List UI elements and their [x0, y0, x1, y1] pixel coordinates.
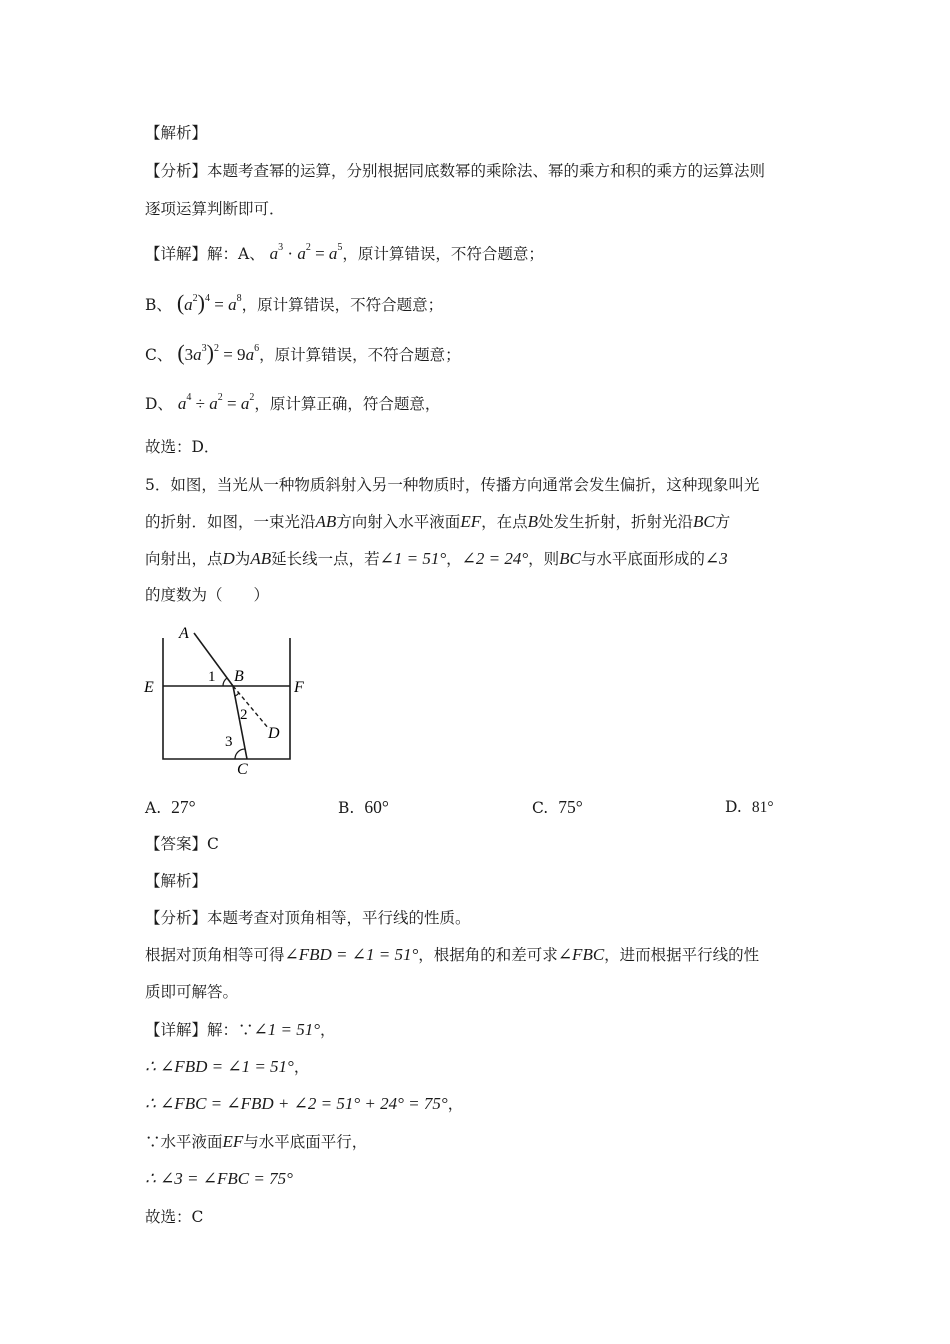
angle-1-arc: [223, 678, 227, 686]
q-text: 延长线一点，若: [271, 550, 380, 568]
question-line-4: 的度数为（ ）: [145, 586, 270, 604]
solution-step-3: [145, 1093, 463, 1115]
symbol-bc: BC: [559, 549, 581, 568]
solution-step-1: [145, 1019, 336, 1041]
step-math: ∠1 = 51°: [253, 1020, 321, 1039]
step-math: EF: [222, 1132, 244, 1151]
formula-c: $(3a^3)^2 = 9a^6$: [177, 340, 260, 365]
refraction-figure: [140, 620, 320, 780]
symbol-b: B: [527, 512, 538, 531]
solution-step-2: [145, 1056, 309, 1078]
label-f: F: [294, 679, 304, 696]
symbol-ab: AB: [315, 512, 337, 531]
solution-step-5: [145, 1168, 293, 1190]
formula-d: $a^4 \div a^2 = a^2$: [177, 392, 255, 413]
prev-choose: 故选：D．: [145, 438, 220, 456]
solution-reason-line-1: [145, 944, 759, 966]
question-line-1: 5．如图，当光从一种物质斜射入另一种物质时，传播方向通常会发生偏折，这种现象叫光: [145, 476, 760, 494]
label-a: A: [179, 625, 189, 642]
answer: 【答案】C: [145, 835, 219, 853]
q-text: 方向射入水平液面: [336, 513, 461, 531]
formula-a: $a^3 \cdot a^2 = a^5$: [269, 242, 343, 263]
q-text: ，则: [528, 550, 560, 568]
step-text: 【详解】解：∵: [145, 1021, 254, 1039]
symbol-bc: BC: [693, 512, 715, 531]
prefix-d: D、: [145, 395, 173, 413]
option-letter: B.: [338, 799, 355, 817]
reason-math: ∠FBC: [557, 945, 605, 964]
q-text: 方: [714, 513, 731, 531]
label-d: D: [268, 725, 280, 742]
q-text: 与水平底面形成的: [580, 550, 705, 568]
q-text: 为: [234, 550, 251, 568]
solution-analysis-heading: 【解析】: [145, 872, 208, 890]
label-e: E: [144, 679, 154, 696]
option-value: 27°: [171, 797, 196, 817]
question-line-3: [145, 548, 728, 570]
option-value: 81°: [751, 799, 774, 816]
option-value: 75°: [558, 797, 583, 817]
solution-choose: 故选：C: [145, 1208, 204, 1226]
detail-option-d: [145, 393, 440, 415]
result-d: ，原计算正确，符合题意，: [254, 395, 441, 413]
step-text: ∵水平液面: [145, 1133, 223, 1151]
option-letter: A.: [145, 799, 162, 817]
detail-option-c: [145, 342, 461, 366]
q-text: 的折射．如图，一束光沿: [145, 513, 316, 531]
step-math: ∴ ∠FBC = ∠FBD + ∠2 = 51° + 24° = 75°: [145, 1094, 448, 1113]
solution-step-4: [145, 1131, 367, 1153]
result-a: ，原计算错误，不符合题意；: [342, 245, 544, 263]
question-line-2: [145, 511, 730, 533]
angle-1-given: ∠1 = 51°: [379, 549, 447, 568]
option-b: [338, 796, 389, 819]
result-b: ，原计算错误，不符合题意；: [241, 296, 444, 314]
option-d: [725, 796, 774, 819]
angle-3-arc: [235, 749, 245, 759]
analysis-text-line-2: 逐项运算判断即可．: [145, 200, 285, 218]
q-text: 处发生折射，折射光沿: [538, 513, 694, 531]
label-angle-1: 1: [208, 669, 216, 685]
prefix-c: C、: [145, 346, 173, 364]
formula-b: $(a^2)^4 = a^8$: [176, 290, 242, 315]
solution-reason-line-2: 质即可解答。: [145, 983, 239, 1001]
label-c: C: [237, 761, 248, 778]
option-c: [532, 796, 583, 819]
reason-text: 根据对顶角相等可得: [145, 946, 285, 964]
q-text: 向射出，点: [145, 550, 223, 568]
label-angle-2: 2: [240, 707, 248, 723]
analysis-text-line-1: 【分析】本题考查幂的运算，分别根据同底数幂的乘除法、幂的乘方和积的乘方的运算法则: [145, 162, 766, 180]
reason-text: ，进而根据平行线的性: [604, 946, 760, 964]
angle-3-symbol: ∠3: [704, 549, 728, 568]
step-text: ，: [447, 1095, 464, 1113]
angle-2-arc: [235, 693, 239, 696]
extension-line-bd: [233, 686, 269, 729]
analysis-heading: 【解析】: [145, 124, 208, 142]
step-text: ，: [320, 1021, 336, 1039]
symbol-ef: EF: [460, 512, 482, 531]
reason-text: ，根据角的和差可求: [418, 946, 558, 964]
symbol-d: D: [222, 549, 235, 568]
result-c: ，原计算错误，不符合题意；: [259, 346, 461, 364]
step-text: 与水平底面平行，: [243, 1133, 368, 1151]
reason-math: ∠FBD = ∠1 = 51°: [284, 945, 419, 964]
option-letter: D.: [725, 798, 742, 816]
symbol-ab: AB: [250, 549, 272, 568]
prefix-b: B、: [145, 296, 172, 314]
option-letter: C.: [532, 799, 549, 817]
step-text: ，: [293, 1058, 310, 1076]
step-math: ∴ ∠FBD = ∠1 = 51°: [145, 1057, 294, 1076]
angle-2-given: ∠2 = 24°: [461, 549, 529, 568]
step-math: ∴ ∠3 = ∠FBC = 75°: [145, 1169, 293, 1188]
detail-prefix: 【详解】解：A、: [145, 245, 265, 263]
label-b: B: [234, 668, 244, 685]
q-text: ，: [446, 550, 462, 568]
q-text: ，在点: [481, 513, 528, 531]
detail-option-a: [145, 243, 544, 265]
label-angle-3: 3: [225, 734, 233, 750]
option-a: [145, 796, 196, 819]
option-value: 60°: [364, 797, 389, 817]
solution-analysis: 【分析】本题考查对顶角相等，平行线的性质。: [145, 909, 471, 927]
detail-option-b: [145, 292, 443, 316]
